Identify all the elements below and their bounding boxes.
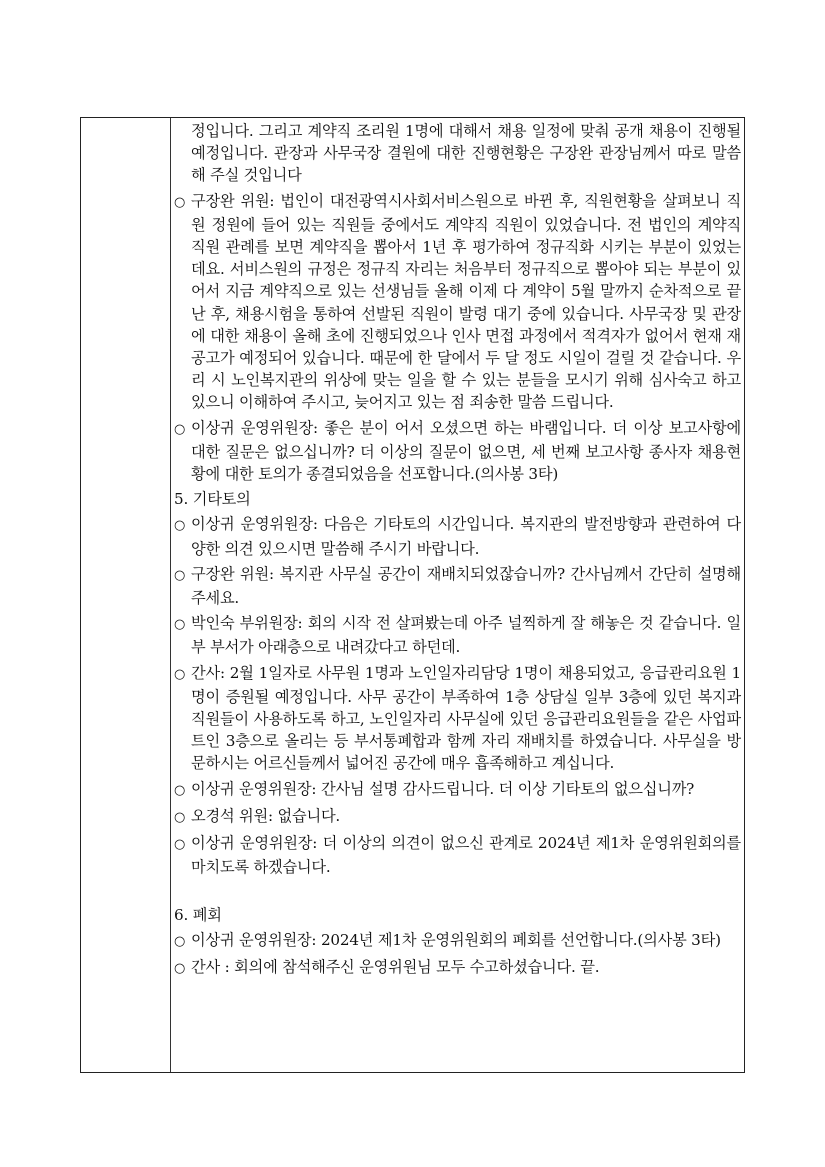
speaker: 간사 : xyxy=(191,957,230,976)
section-heading-closing: 6. 폐회 xyxy=(174,905,222,924)
blank-line xyxy=(174,879,741,901)
speech-item xyxy=(174,778,741,802)
bullet-circle-icon: ○ xyxy=(174,933,186,949)
speaker: 박인숙 부위원장: xyxy=(191,614,303,633)
speaker: 오경석 위원: xyxy=(191,806,273,825)
content-column xyxy=(171,118,744,1072)
speaker: 이상귀 운영위원장: xyxy=(191,779,317,798)
speech-text: 2024년 제1차 운영위원회의 폐회를 선언합니다.(의사봉 3타) xyxy=(316,930,721,949)
speech-item xyxy=(174,563,741,609)
speech-item xyxy=(174,929,741,953)
label-column xyxy=(81,118,171,1072)
bullet-circle-icon: ○ xyxy=(174,421,186,437)
speech-item xyxy=(174,662,741,775)
bullet-circle-icon: ○ xyxy=(174,518,186,534)
speaker: 이상귀 운영위원장: xyxy=(191,515,318,534)
speech-text: 없습니다. xyxy=(272,806,341,825)
bullet-circle-icon: ○ xyxy=(174,960,186,976)
speech-text: 회의에 참석해주신 운영위원님 모두 수고하셨습니다. 끝. xyxy=(229,957,600,976)
speech-text: 법인이 대전광역시사회서비스원으로 바뀐 후, 직원현황을 살펴보니 직원 정원에 들어 있는 직원들 중에서도 계약직 직원이 있었습니다. 전 법인의 계약직 직원 관례를 보면 계약직을 뽑아서 1년 후 평가하여 정규직화 시키는 부분이 있었는데요. 서비스원의 규정은 정규직 자리는 처음부터 정규직으로 뽑아야 되는 부분이 있어서 지금 계약직으로 있는 선생님들 올해 이제 다 계약이 5월 말까지 순차적으로 끝난 후, 채용시험을 통하여 선발된 직원이 발령 대기 중에 있습니다. 사무국장 및 관장에 대한 채용이 올해 초에 진행되었으나 인사 면접 과정에서 적격자가 없어서 현재 재공고가 예정되어 있습니다. 때문에 한 달에서 두 달 정도 시일이 걸릴 것 같습니다. 우리 시 노인복지관의 위상에 맞는 일을 할 수 있는 분들을 모시기 위해 심사숙고 하고 있으니 이해하여 주시고, 늦어지고 있는 점 죄송한 말씀 드립니다. xyxy=(191,191,741,412)
speech-item xyxy=(174,190,741,414)
bullet-circle-icon: ○ xyxy=(174,194,186,210)
section-heading-other-discussion: 5. 기타토의 xyxy=(174,490,251,509)
bullet-circle-icon: ○ xyxy=(174,837,186,853)
speech-text: 간사님 설명 감사드립니다. 더 이상 기타토의 없으십니까? xyxy=(316,779,695,798)
speaker: 이상귀 운영위원장: xyxy=(191,930,317,949)
speech-text: 좋은 분이 어서 오셨으면 하는 바램입니다. 더 이상 보고사항에 대한 질문은 없으십니까? 더 이상의 질문이 없으면, 세 번째 보고사항 종사자 채용현황에 대한 토의가 종결되었음을 선포합니다.(의사봉 3타) xyxy=(191,418,741,484)
speech-text: 회의 시작 전 살펴봤는데 아주 널찍하게 잘 해놓은 것 같습니다. 일부 부서가 아래층으로 내려갔다고 하던데. xyxy=(191,614,741,657)
speech-item xyxy=(174,805,741,829)
bullet-circle-icon: ○ xyxy=(174,567,186,583)
speech-item xyxy=(174,417,741,486)
speaker: 구장완 위원: xyxy=(191,564,274,583)
speech-text: 2월 1일자로 사무원 1명과 노인일자리담당 1명이 채용되었고, 응급관리요원 1명이 증원될 예정입니다. 사무 공간이 부족하여 1층 상담실 일부 3층에 있던 복지과 직원들이 사용하도록 하고, 노인일자리 사무실에 있던 응급관리요원들을 같은 사업파트인 3층으로 올리는 등 부서통폐합과 함께 자리 재배치를 하였습니다. 사무실을 방문하시는 어르신들께서 넓어진 공간에 매우 흡족해하고 계십니다. xyxy=(191,663,741,773)
speaker: 이상귀 운영위원장: xyxy=(191,834,318,853)
continuation-paragraph: 정입니다. 그리고 계약직 조리원 1명에 대해서 채용 일정에 맞춰 공개 채용이 진행될 예정입니다. 관장과 사무국장 결원에 대한 진행현황은 구장완 관장님께서 따로 말씀해 주실 것입니다 xyxy=(191,122,741,185)
speech-item xyxy=(174,612,741,658)
speech-item xyxy=(174,513,741,559)
speech-text: 더 이상의 의견이 없으신 관계로 2024년 제1차 운영위원회의를 마치도록 하겠습니다. xyxy=(191,834,741,877)
bullet-circle-icon: ○ xyxy=(174,617,186,633)
speaker: 이상귀 운영위원장: xyxy=(191,418,318,437)
speech-item xyxy=(174,956,741,980)
minutes-table xyxy=(80,117,745,1073)
bullet-circle-icon: ○ xyxy=(174,666,186,682)
speaker: 구장완 위원: xyxy=(191,191,275,210)
speech-text: 복지관 사무실 공간이 재배치되었잖습니까? 간사님께서 간단히 설명해주세요. xyxy=(191,564,742,608)
speaker: 간사: xyxy=(191,663,225,682)
speech-item xyxy=(174,832,741,878)
bullet-circle-icon: ○ xyxy=(174,809,186,825)
bullet-circle-icon: ○ xyxy=(174,782,186,798)
speech-text: 다음은 기타토의 시간입니다. 복지관의 발전방향과 관련하여 다양한 의견 있으시면 말씀해 주시기 바랍니다. xyxy=(191,515,741,558)
